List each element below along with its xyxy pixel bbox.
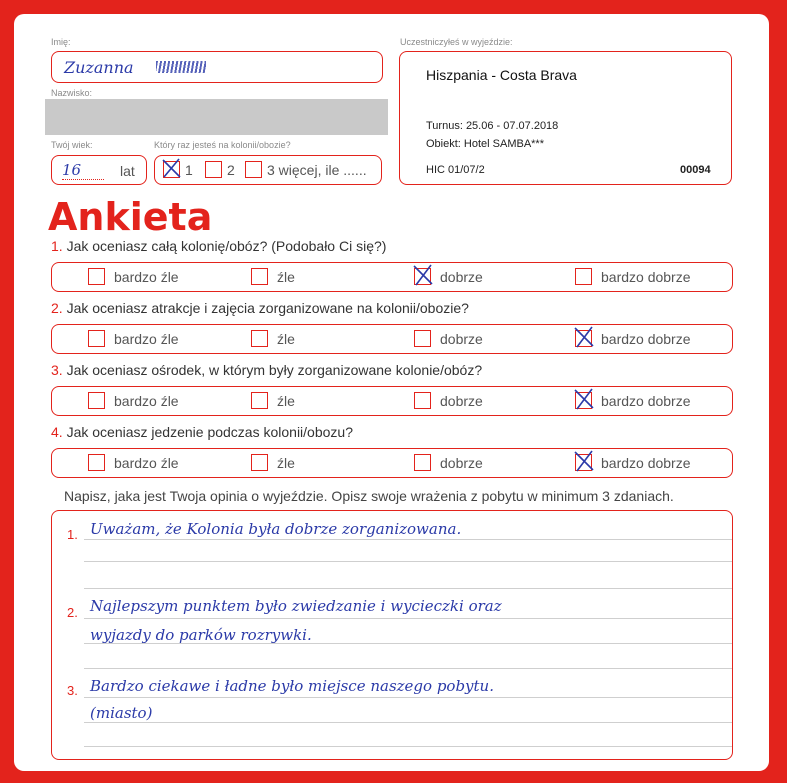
rating-checkbox[interactable]	[414, 454, 431, 471]
rating-option-label: bardzo źle	[114, 269, 179, 285]
opinion-text: Najlepszym punktem było zwiedzanie i wycieczki oraz	[90, 597, 502, 615]
opinion-number: 1.	[67, 527, 78, 542]
trip-label: Uczestniczyłeś w wyjeździe:	[400, 37, 513, 47]
question-label: Jak oceniasz jedzenie podczas kolonii/obozu?	[66, 424, 353, 440]
rating-option-label: źle	[277, 269, 295, 285]
writing-line	[84, 618, 732, 619]
last-name-redacted	[45, 99, 388, 135]
question-3-options	[51, 386, 733, 416]
times-option-3: 3 więcej, ile ......	[267, 162, 367, 178]
rating-option-label: źle	[277, 455, 295, 471]
opinion-text: Bardzo ciekawe i ładne było miejsce naszego pobytu.	[90, 677, 494, 695]
question-number: 4.	[51, 424, 63, 440]
question-number: 1.	[51, 238, 63, 254]
writing-line	[84, 697, 732, 698]
survey-sheet	[14, 14, 769, 771]
question-1-text	[51, 238, 386, 254]
rating-checkbox[interactable]	[88, 454, 105, 471]
rating-option-label: bardzo dobrze	[601, 331, 691, 347]
writing-line	[84, 561, 732, 562]
age-value: 16	[62, 161, 104, 180]
age-field[interactable]	[51, 155, 147, 185]
rating-checkbox[interactable]	[414, 330, 431, 347]
last-name-label: Nazwisko:	[51, 88, 93, 98]
rating-checkbox[interactable]	[251, 454, 268, 471]
times-label: Który raz jesteś na kolonii/obozie?	[154, 140, 291, 150]
age-label: Twój wiek:	[51, 140, 93, 150]
opinion-text: (miasto)	[90, 704, 153, 722]
opinion-text: wyjazdy do parków rozrywki.	[90, 626, 312, 644]
question-2-options	[51, 324, 733, 354]
check-x-icon	[162, 158, 182, 178]
rating-checkbox[interactable]	[251, 392, 268, 409]
check-x-icon	[574, 451, 594, 471]
scribble-mark	[156, 61, 206, 73]
rating-checkbox[interactable]	[414, 268, 431, 285]
first-name-label: Imię:	[51, 37, 71, 47]
rating-option-label: źle	[277, 393, 295, 409]
survey-title: Ankieta	[48, 195, 213, 239]
first-name-value: Zuzanna	[64, 58, 134, 77]
age-unit: lat	[120, 163, 135, 179]
rating-option-label: dobrze	[440, 331, 483, 347]
times-option-1: 1	[185, 162, 193, 178]
times-checkbox-3[interactable]	[245, 161, 262, 178]
times-option-2: 2	[227, 162, 235, 178]
times-checkbox-2[interactable]	[205, 161, 222, 178]
opinion-text: Uważam, że Kolonia była dobrze zorganizowana.	[90, 520, 462, 538]
trip-code: HIC 01/07/2	[426, 164, 485, 176]
rating-option-label: bardzo dobrze	[601, 269, 691, 285]
rating-option-label: bardzo dobrze	[601, 455, 691, 471]
rating-option-label: dobrze	[440, 455, 483, 471]
times-field	[154, 155, 382, 185]
question-number: 2.	[51, 300, 63, 316]
opinion-number: 3.	[67, 683, 78, 698]
rating-checkbox[interactable]	[88, 268, 105, 285]
question-number: 3.	[51, 362, 63, 378]
rating-option-label: bardzo dobrze	[601, 393, 691, 409]
writing-line	[84, 722, 732, 723]
rating-option-label: dobrze	[440, 393, 483, 409]
trip-number: 00094	[680, 164, 711, 176]
check-x-icon	[574, 327, 594, 347]
rating-checkbox[interactable]	[88, 392, 105, 409]
rating-checkbox[interactable]	[88, 330, 105, 347]
trip-object: Obiekt: Hotel SAMBA***	[426, 138, 544, 150]
question-4-text	[51, 424, 353, 440]
rating-checkbox[interactable]	[575, 330, 592, 347]
question-3-text	[51, 362, 482, 378]
writing-line	[84, 539, 732, 540]
first-name-field[interactable]	[51, 51, 383, 83]
rating-option-label: dobrze	[440, 269, 483, 285]
rating-option-label: bardzo źle	[114, 331, 179, 347]
trip-box	[399, 51, 732, 185]
rating-checkbox[interactable]	[575, 268, 592, 285]
check-x-icon	[413, 265, 433, 285]
times-checkbox-1[interactable]	[163, 161, 180, 178]
writing-line	[84, 746, 732, 747]
rating-option-label: bardzo źle	[114, 455, 179, 471]
rating-checkbox[interactable]	[414, 392, 431, 409]
writing-line	[84, 668, 732, 669]
rating-option-label: źle	[277, 331, 295, 347]
question-4-options	[51, 448, 733, 478]
trip-destination: Hiszpania - Costa Brava	[426, 67, 577, 83]
question-label: Jak oceniasz atrakcje i zajęcia zorganizowane na kolonii/obozie?	[66, 300, 469, 316]
writing-line	[84, 588, 732, 589]
rating-checkbox[interactable]	[575, 392, 592, 409]
question-label: Jak oceniasz całą kolonię/obóz? (Podobało Ci się?)	[66, 238, 387, 254]
question-label: Jak oceniasz ośrodek, w którym były zorganizowane kolonie/obóz?	[66, 362, 483, 378]
question-1-options	[51, 262, 733, 292]
opinion-prompt: Napisz, jaka jest Twoja opinia o wyjeździe. Opisz swoje wrażenia z pobytu w minimum 3 zdaniach.	[64, 488, 674, 504]
rating-option-label: bardzo źle	[114, 393, 179, 409]
trip-turnus: Turnus: 25.06 - 07.07.2018	[426, 120, 559, 132]
opinion-number: 2.	[67, 605, 78, 620]
rating-checkbox[interactable]	[251, 268, 268, 285]
question-2-text	[51, 300, 469, 316]
rating-checkbox[interactable]	[251, 330, 268, 347]
check-x-icon	[574, 389, 594, 409]
rating-checkbox[interactable]	[575, 454, 592, 471]
